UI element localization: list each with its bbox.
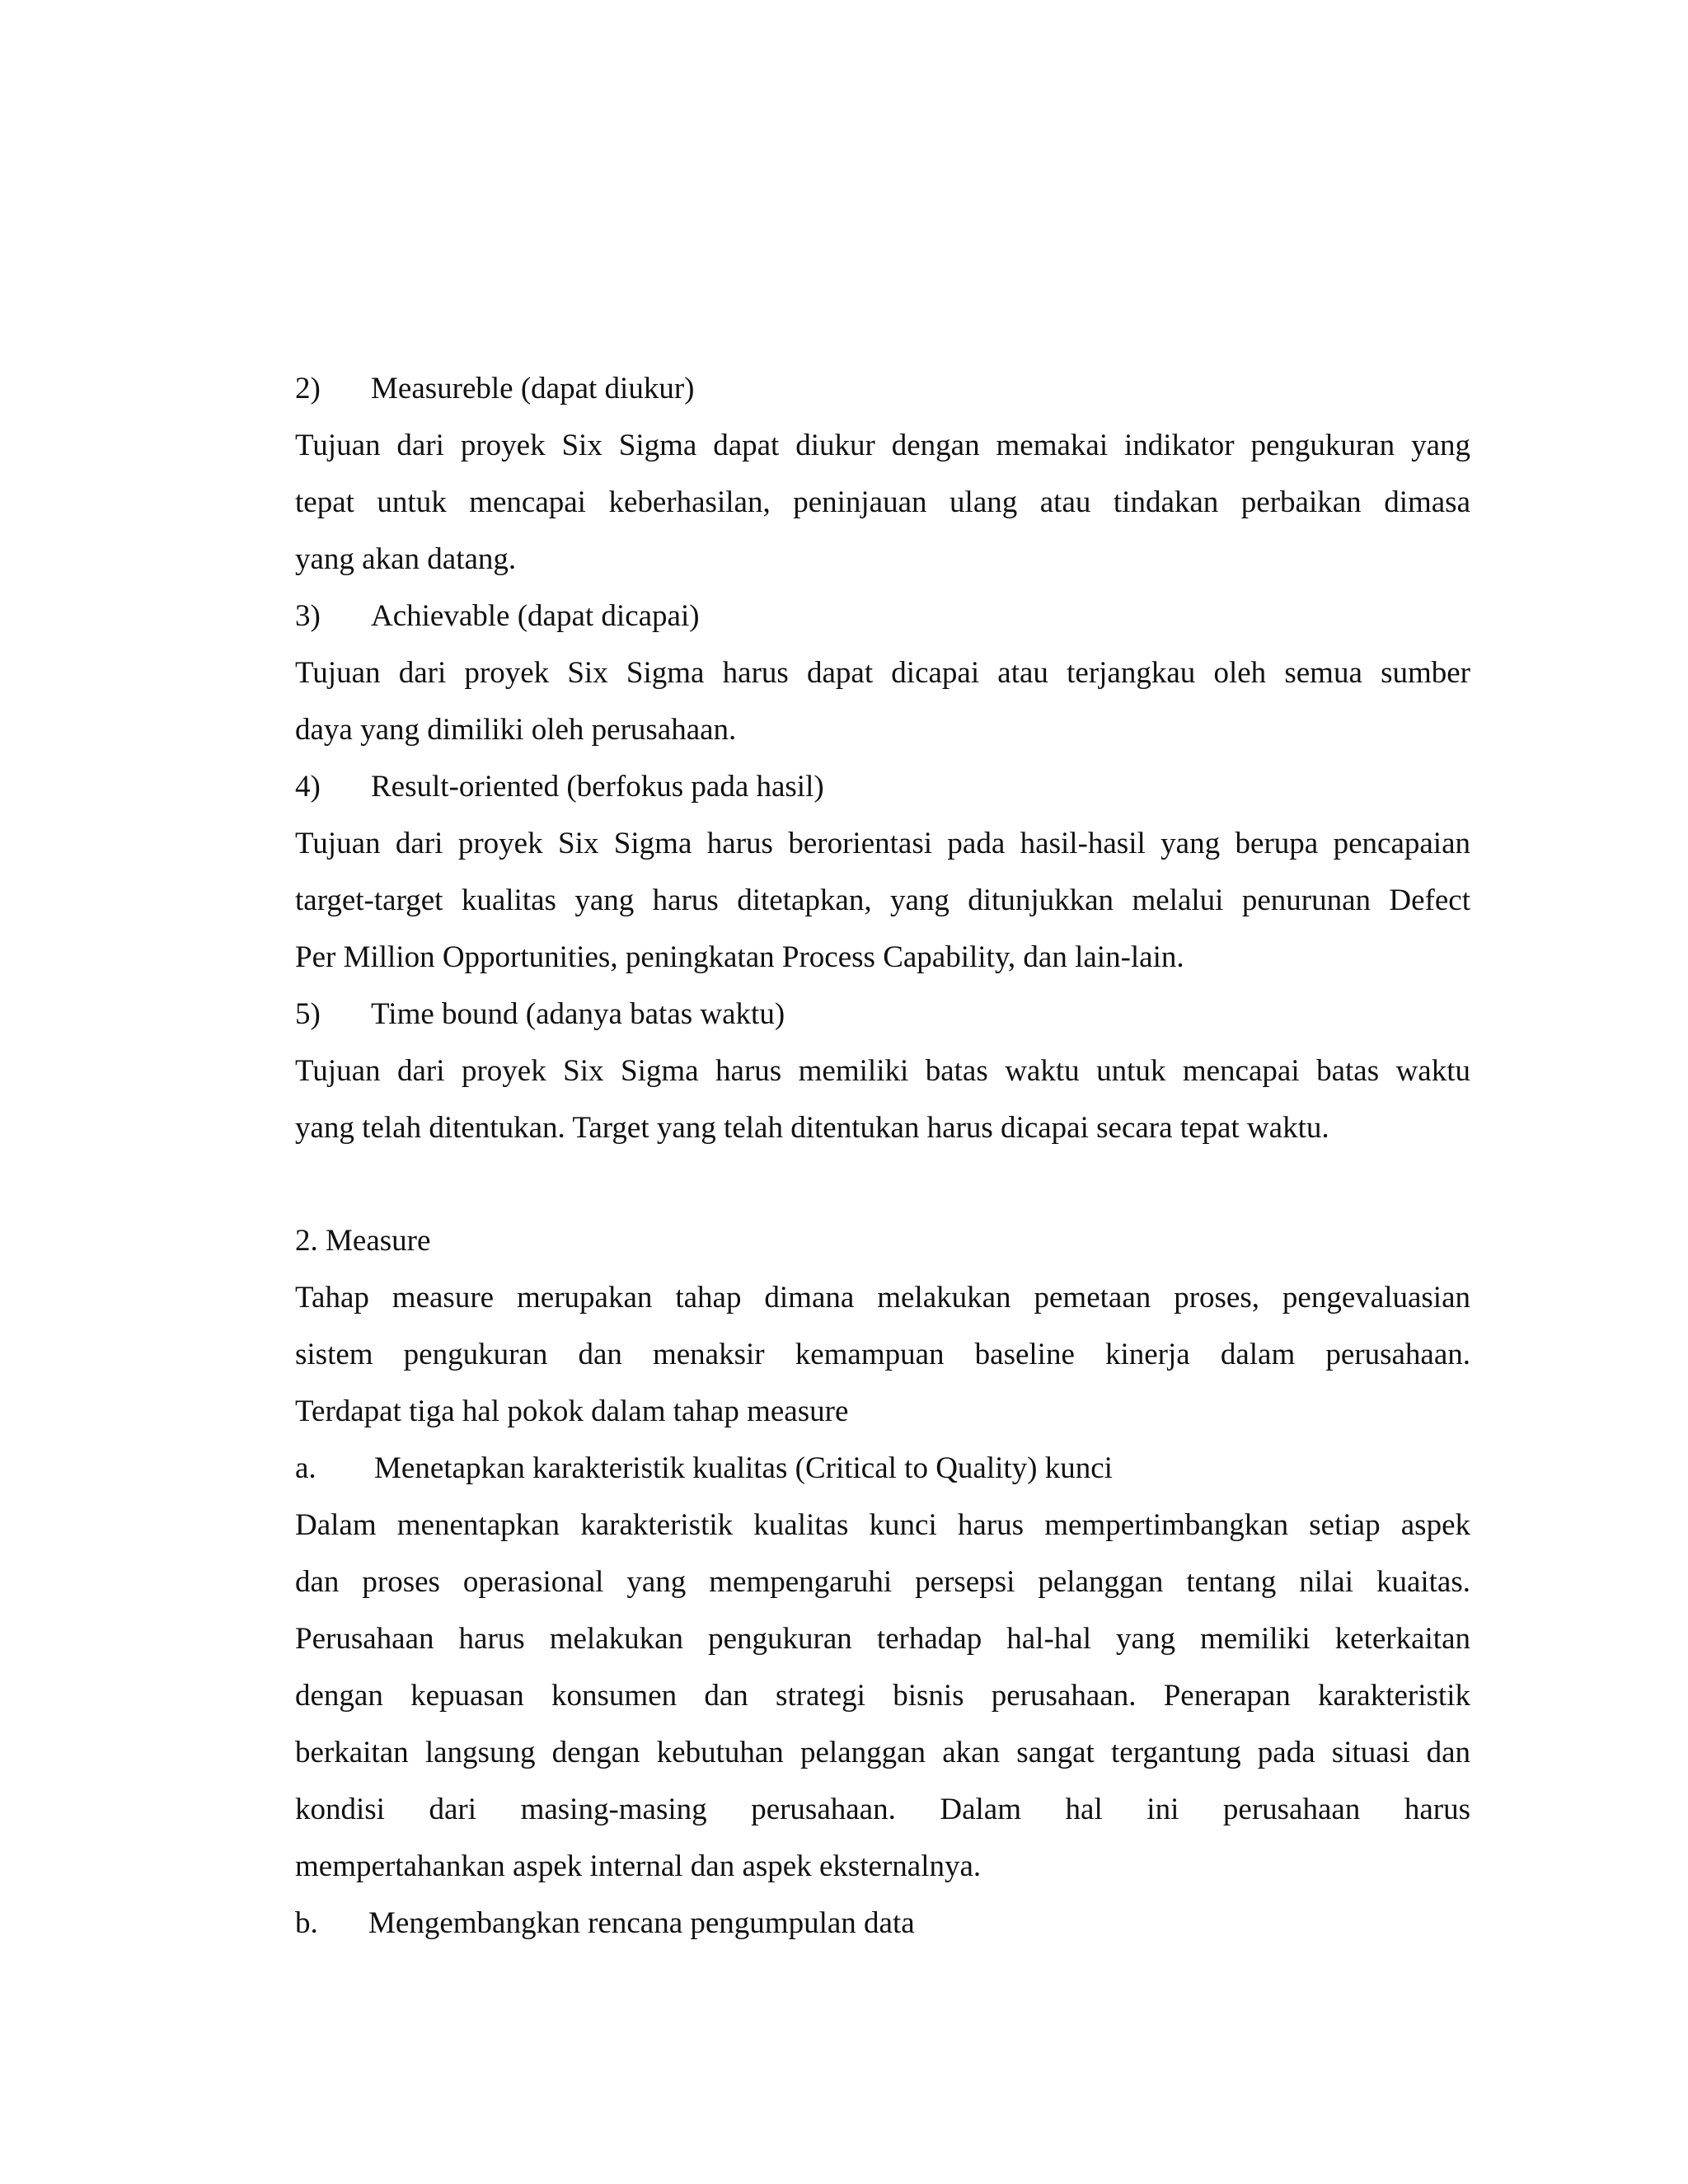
paragraph-line: dengan kepuasan konsumen dan strategi bisnis perusahaan. Penerapan karakteristik (295, 1679, 1470, 1713)
paragraph-line: Tujuan dari proyek Six Sigma harus dapat dicapai atau terjangkau oleh semua sumber (295, 656, 1470, 690)
list-item-number: 3) (295, 599, 321, 633)
sub-item-heading (295, 1895, 1470, 1952)
list-item-heading (295, 360, 1470, 417)
paragraph-line: yang telah ditentukan. Target yang telah ditentukan harus dicapai secara tepat waktu. (295, 1111, 1329, 1145)
sub-item-letter: a. (295, 1451, 316, 1485)
list-item-heading (295, 986, 1470, 1043)
paragraph-line: dan proses operasional yang mempengaruhi persepsi pelanggan tentang nilai kuaitas. (295, 1565, 1470, 1599)
paragraph-line: mempertahankan aspek internal dan aspek eksternalnya. (295, 1849, 982, 1883)
paragraph-line: Terdapat tiga hal pokok dalam tahap measure (295, 1394, 849, 1428)
list-item-number: 4) (295, 770, 321, 804)
paragraph-line: tepat untuk mencapai keberhasilan, peninjauan ulang atau tindakan perbaikan dimasa (295, 485, 1470, 519)
list-item-number: 2) (295, 372, 321, 405)
blank-line (295, 1156, 1470, 1212)
list-item-number: 5) (295, 997, 321, 1031)
paragraph-line: Tahap measure merupakan tahap dimana melakukan pemetaan proses, pengevaluasian (295, 1281, 1470, 1315)
paragraph-line: daya yang dimiliki oleh perusahaan. (295, 713, 737, 747)
sub-item-letter: b. (295, 1906, 318, 1940)
paragraph-line: sistem pengukuran dan menaksir kemampuan baseline kinerja dalam perusahaan. (295, 1338, 1470, 1371)
document-body (295, 360, 1470, 1952)
list-item-title: Time bound (adanya batas waktu) (371, 997, 785, 1031)
paragraph-line: target-target kualitas yang harus ditetapkan, yang ditunjukkan melalui penurunan Defect (295, 883, 1470, 917)
list-item-title: Result-oriented (berfokus pada hasil) (371, 770, 824, 804)
list-item-heading (295, 758, 1470, 815)
sub-item-title: Menetapkan karakteristik kualitas (Critical to Quality) kunci (374, 1451, 1113, 1485)
paragraph-line: Tujuan dari proyek Six Sigma harus berorientasi pada hasil-hasil yang berupa pencapaian (295, 827, 1470, 860)
list-item-heading (295, 588, 1470, 644)
paragraph-line: Per Million Opportunities, peningkatan Process Capability, dan lain-lain. (295, 940, 1184, 974)
paragraph-line: Tujuan dari proyek Six Sigma harus memiliki batas waktu untuk mencapai batas waktu (295, 1054, 1470, 1088)
paragraph-line: kondisi dari masing-masing perusahaan. Dalam hal ini perusahaan harus (295, 1793, 1470, 1826)
sub-item-heading (295, 1440, 1470, 1497)
paragraph-line: Perusahaan harus melakukan pengukuran terhadap hal-hal yang memiliki keterkaitan (295, 1622, 1470, 1656)
sub-item-title: Mengembangkan rencana pengumpulan data (368, 1906, 915, 1940)
section-heading: 2. Measure (295, 1224, 431, 1258)
paragraph-line: yang akan datang. (295, 542, 517, 576)
paragraph-line: berkaitan langsung dengan kebutuhan pelanggan akan sangat tergantung pada situasi dan (295, 1736, 1470, 1769)
list-item-title: Measureble (dapat diukur) (371, 372, 695, 405)
list-item-title: Achievable (dapat dicapai) (371, 599, 700, 633)
paragraph-line: Dalam menentapkan karakteristik kualitas kunci harus mempertimbangkan setiap aspek (295, 1508, 1470, 1542)
paragraph-line: Tujuan dari proyek Six Sigma dapat diukur dengan memakai indikator pengukuran yang (295, 429, 1470, 462)
